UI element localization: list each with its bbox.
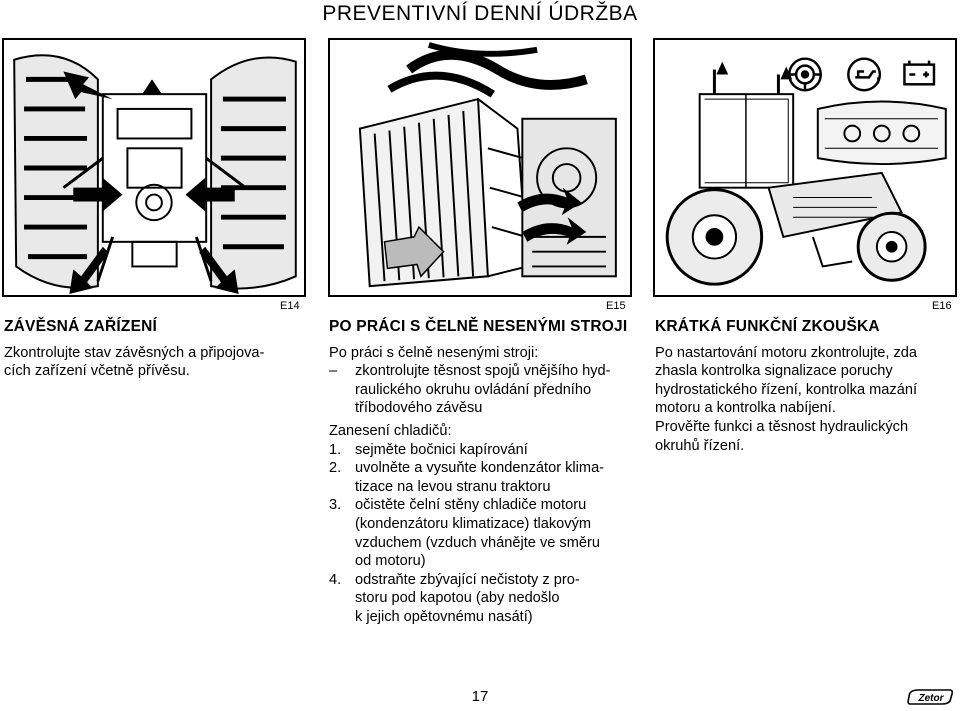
text-line: okruhů řízení. (655, 437, 745, 454)
section-code-e16: E16 (932, 300, 952, 312)
text-line: zhasla kontrolka signalizace poruchy (655, 363, 893, 380)
text-line: (kondenzátoru klimatizace) tlakovým (355, 515, 592, 532)
text-line: od motoru) (355, 553, 426, 570)
step-item (329, 571, 631, 627)
text-line: zkontrolujte těsnost spojů vnějšího hyd- (355, 363, 611, 380)
text-line: vzduchem (vzduch vhánějte ve směru (355, 534, 600, 551)
section-heading-e16: KRÁTKÁ FUNKČNÍ ZKOUŠKA (655, 318, 880, 335)
text-line: Zkontrolujte stav závěsných a připojova- (4, 344, 265, 361)
section-e14 (4, 318, 304, 381)
dash-item (329, 362, 631, 418)
page-number: 17 (471, 688, 489, 705)
text-line: tříbodového závěsu (355, 400, 483, 417)
page-title: PREVENTIVNÍ DENNÍ ÚDRŽBA (322, 2, 638, 25)
text-line: očistěte čelní stěny chladiče motoru (355, 497, 587, 514)
step-number: 3. (329, 497, 342, 514)
figure-tractor-dashboard-illustration (653, 38, 957, 297)
text-line: odstraňte zbývající nečistoty z pro- (355, 571, 580, 588)
section-heading-e14: ZÁVĚSNÁ ZAŘÍZENÍ (4, 318, 158, 335)
text-line: sejměte bočnici kapírování (355, 441, 528, 458)
svg-text:Zetor: Zetor (918, 693, 944, 704)
text-line: tizace na levou stranu traktoru (355, 478, 551, 495)
text-line: k jejich opětovnému nasátí) (355, 608, 533, 625)
step-item (329, 496, 631, 570)
zetor-logo (906, 688, 954, 706)
figure-hitch-illustration (2, 38, 306, 297)
section-code-e14: E14 (280, 300, 300, 312)
step-item (329, 459, 631, 496)
section-intro: Po práci s čelně nesenými stroji: (329, 344, 539, 361)
figure-radiator-illustration (328, 38, 632, 297)
step-item (329, 441, 631, 460)
text-line: hydrostatického řízení, kontrolka mazání (655, 381, 918, 398)
section-e16 (655, 318, 957, 455)
step-number: 4. (329, 571, 342, 588)
steering-wheel-warning-icon (789, 59, 821, 91)
text-line: Po nastartování motoru zkontrolujte, zda (655, 344, 918, 361)
step-number: 2. (329, 460, 342, 477)
section-text-e16 (655, 344, 957, 456)
section-text-e14 (4, 344, 304, 381)
oil-pressure-warning-icon (848, 59, 880, 91)
subheading-radiators: Zanesení chladičů: (329, 422, 452, 439)
text-line: uvolněte a vysuňte kondenzátor klima- (355, 460, 605, 477)
step-number: 1. (329, 441, 342, 458)
section-heading-e15: PO PRÁCI S ČELNĚ NESENÝMI STROJI (329, 318, 628, 335)
section-code-e15: E15 (606, 300, 626, 312)
battery-charge-warning-icon (904, 61, 934, 85)
dash-mark: – (329, 363, 338, 380)
section-e15 (329, 318, 631, 627)
text-line: raulického okruhu ovládání předního (355, 381, 592, 398)
text-line: motoru a kontrolka nabíjení. (655, 400, 836, 417)
text-line: cích zařízení včetně přívěsu. (4, 363, 190, 380)
text-line: storu pod kapotou (aby nedošlo (355, 590, 560, 607)
text-line: Prověřte funkci a těsnost hydraulických (655, 418, 909, 435)
